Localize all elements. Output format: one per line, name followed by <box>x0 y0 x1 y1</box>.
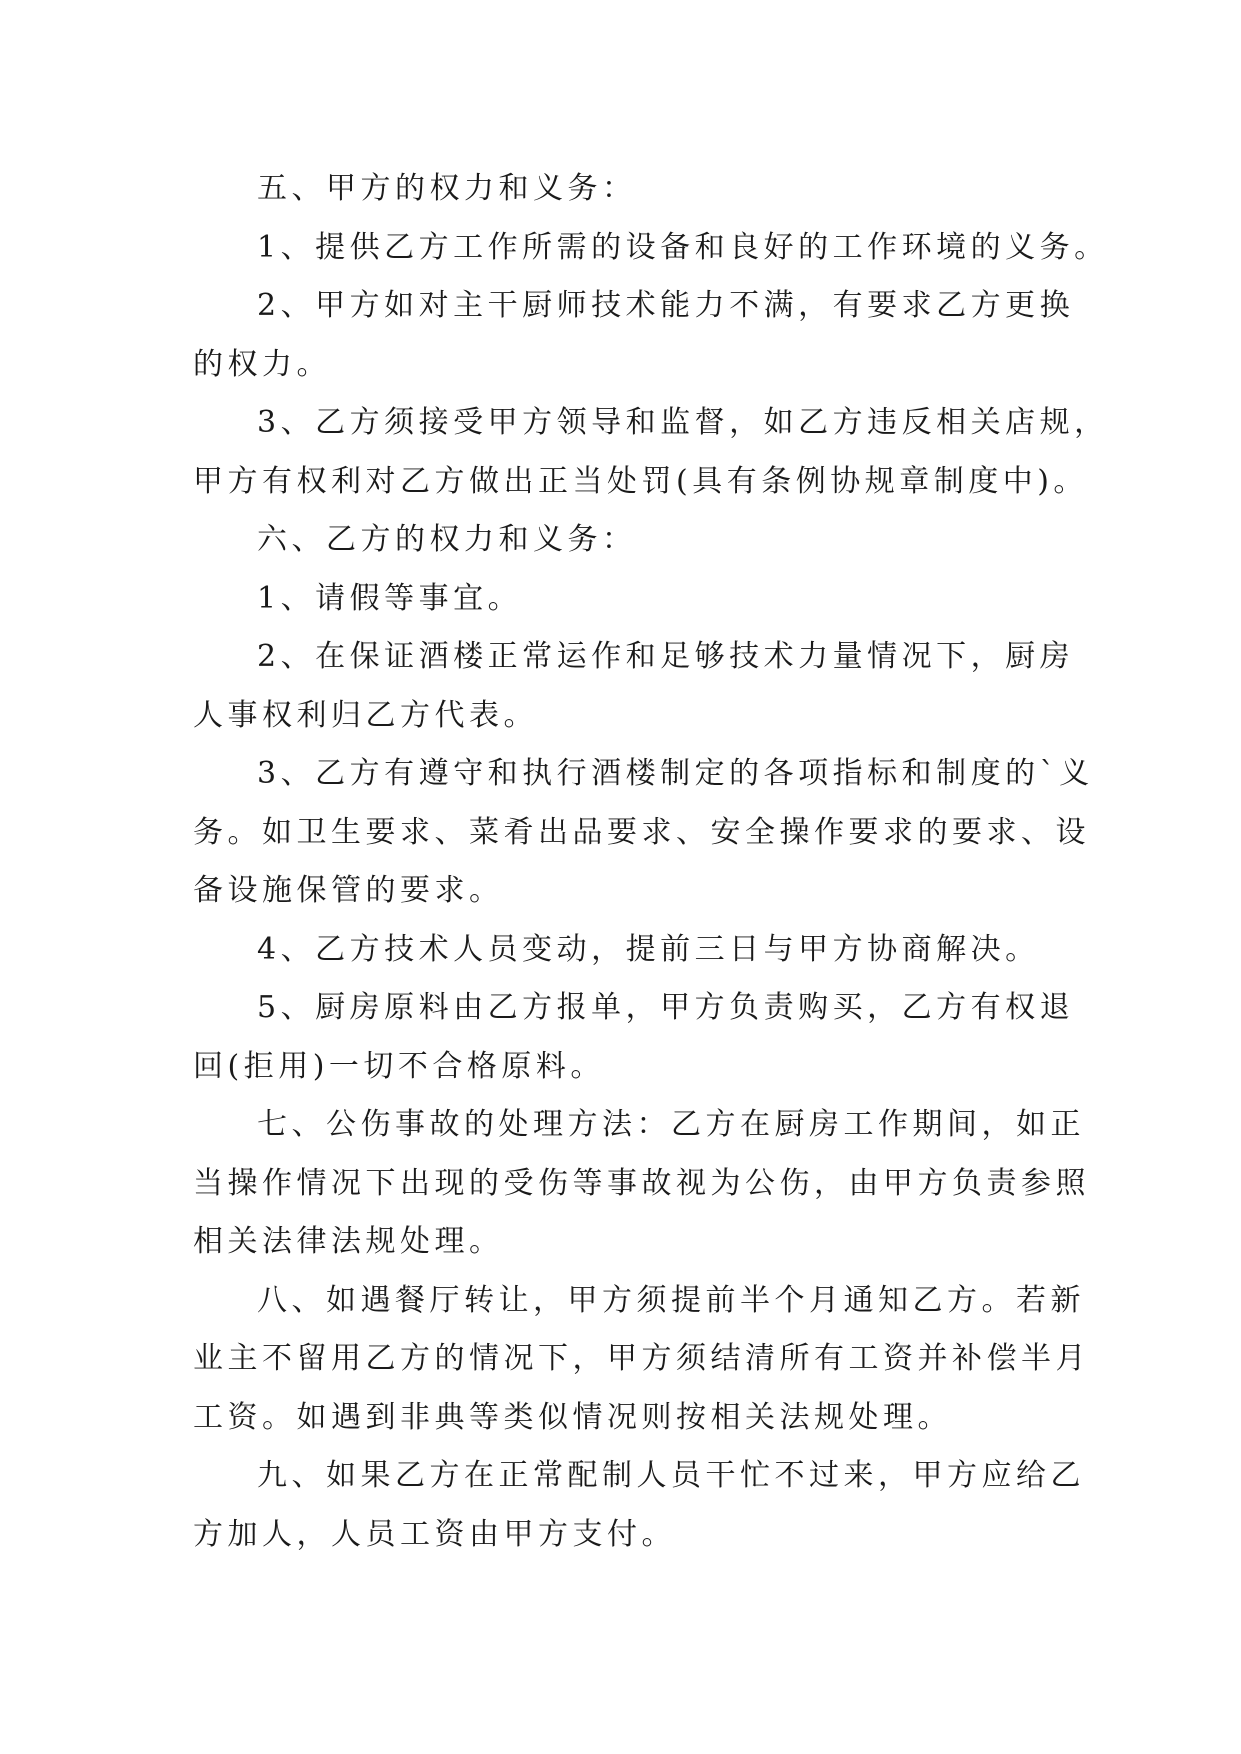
text-line: 甲方有权利对乙方做出正当处罚(具有条例协规章制度中)。 <box>193 463 1088 499</box>
paragraph-section-7 <box>193 1096 1090 1272</box>
text-line: 回(拒用)一切不合格原料。 <box>193 1048 605 1084</box>
paragraph-6-4 <box>193 921 1078 980</box>
paragraph-6-2 <box>193 628 1078 745</box>
text-line: 相关法律法规处理。 <box>193 1224 504 1259</box>
text-line: 七、公伤事故的处理方法：乙方在厨房工作期间，如正 <box>257 1107 1085 1142</box>
paragraph-6-5 <box>193 979 1078 1096</box>
text-line: 5、厨房原料由乙方报单，甲方负责购买，乙方有权退 <box>257 990 1075 1025</box>
text-line: 当操作情况下出现的受伤等事故视为公伤，由甲方负责参照 <box>193 1165 1090 1201</box>
paragraph-section-9 <box>193 1447 1085 1564</box>
text-line: 五、甲方的权力和义务： <box>257 171 637 206</box>
paragraph-section-8 <box>193 1272 1090 1448</box>
text-line: 2、在保证酒楼正常运作和足够技术力量情况下，厨房 <box>257 639 1075 674</box>
text-line: 备设施保管的要求。 <box>193 873 504 908</box>
text-line: 八、如遇餐厅转让，甲方须提前半个月通知乙方。若新 <box>257 1282 1085 1318</box>
text-line: 1、提供乙方工作所需的设备和良好的工作环境的义务。 <box>257 229 1109 265</box>
document-body <box>193 160 1109 1564</box>
text-line: 业主不留用乙方的情况下，甲方须结清所有工资并补偿半月 <box>193 1341 1090 1376</box>
paragraph-5-3 <box>193 394 1109 511</box>
paragraph-section-5-heading <box>193 160 1078 219</box>
text-line: 人事权利归乙方代表。 <box>193 697 538 733</box>
text-line: 务。如卫生要求、菜肴出品要求、安全操作要求的要求、设 <box>193 814 1090 850</box>
paragraph-section-6-heading <box>193 511 1078 570</box>
text-line: 3、乙方有遵守和执行酒楼制定的各项指标和制度的`义 <box>257 756 1094 791</box>
text-line: 2、甲方如对主干厨师技术能力不满，有要求乙方更换 <box>257 288 1075 323</box>
paragraph-5-1 <box>193 219 1109 278</box>
paragraph-6-3 <box>193 745 1094 921</box>
text-line: 工资。如遇到非典等类似情况则按相关法规处理。 <box>193 1399 952 1435</box>
text-line: 九、如果乙方在正常配制人员干忙不过来，甲方应给乙 <box>257 1458 1085 1493</box>
text-line: 六、乙方的权力和义务： <box>257 522 637 557</box>
text-line: 的权力。 <box>193 346 331 382</box>
text-line: 3、乙方须接受甲方领导和监督，如乙方违反相关店规， <box>257 405 1109 440</box>
paragraph-6-1 <box>193 570 1078 629</box>
text-line: 4、乙方技术人员变动，提前三日与甲方协商解决。 <box>257 931 1040 967</box>
text-line: 方加人，人员工资由甲方支付。 <box>193 1516 676 1552</box>
text-line: 1、请假等事宜。 <box>257 580 523 616</box>
paragraph-5-2 <box>193 277 1078 394</box>
